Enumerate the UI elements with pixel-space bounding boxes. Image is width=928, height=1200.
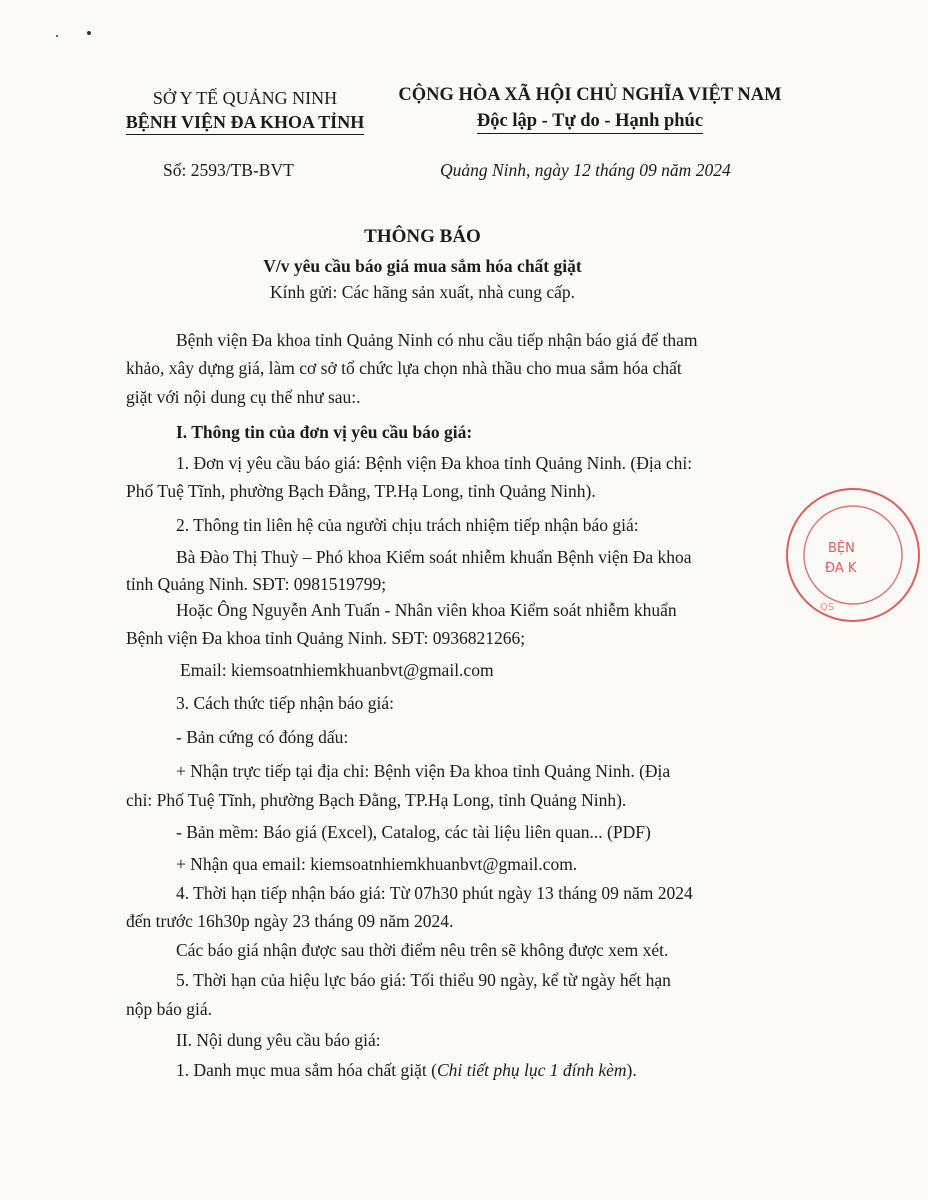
document-title: THÔNG BÁO [364,226,481,247]
document-number: Số: 2593/TB-BVT [163,160,294,180]
stamp-text-2: ĐA K [825,561,857,576]
contact-2-line-1: Hoặc Ông Nguyễn Anh Tuấn - Nhân viên khoa Kiểm soát nhiễm khuẩn [176,600,677,620]
email-receive-line: + Nhận qua email: kiemsoatnhiemkhuanbvt@gmail.com. [176,854,578,874]
stamp-text-3: QS [820,602,835,613]
item-ii-1-note: Chi tiết phụ lục 1 đính kèm [436,1060,627,1080]
stamp-text-1: BỆN [828,541,855,556]
item-4-line-2: đến trước 16h30p ngày 23 tháng 09 năm 2024. [126,911,454,931]
document-date: Quảng Ninh, ngày 12 tháng 09 năm 2024 [440,160,731,180]
item-ii-1 [176,1060,637,1081]
contact-email: Email: kiemsoatnhiemkhuanbvt@gmail.com [180,660,494,680]
item-4-line-1: 4. Thời hạn tiếp nhận báo giá: Từ 07h30 phút ngày 13 tháng 09 năm 2024 [176,883,693,903]
country-name: CỘNG HÒA XÃ HỘI CHỦ NGHĨA VIỆT NAM [398,85,782,105]
hardcopy-heading: - Bản cứng có đóng dấu: [176,727,349,747]
section-1-heading: I. Thông tin của đơn vị yêu cầu báo giá: [176,422,473,442]
item-1-line-1: 1. Đơn vị yêu cầu báo giá: Bệnh viện Đa khoa tỉnh Quảng Ninh. (Địa chỉ: [176,453,693,473]
intro-line-3: giặt với nội dung cụ thể như sau:. [126,387,361,407]
late-quote-notice: Các báo giá nhận được sau thời điểm nêu trên sẽ không được xem xét. [176,940,669,960]
intro-line-1: Bệnh viện Đa khoa tỉnh Quảng Ninh có nhu cầu tiếp nhận báo giá để tham [176,330,698,350]
issuer-parent-org: SỞ Y TẾ QUẢNG NINH [152,88,338,108]
contact-2-line-2: Bệnh viện Đa khoa tỉnh Quảng Ninh. SĐT: 0936821266; [126,628,526,648]
hardcopy-line-2: chỉ: Phố Tuệ Tĩnh, phường Bạch Đằng, TP.Hạ Long, tỉnh Quảng Ninh). [126,790,627,810]
contact-1-line-1: Bà Đào Thị Thuỳ – Phó khoa Kiểm soát nhiễm khuẩn Bệnh viện Đa khoa [176,547,692,567]
softcopy-line: - Bản mềm: Báo giá (Excel), Catalog, các tài liệu liên quan... (PDF) [176,822,651,842]
scan-speck [56,35,58,37]
addressee: Kính gửi: Các hãng sản xuất, nhà cung cấp. [270,282,575,302]
item-1-line-2: Phố Tuệ Tĩnh, phường Bạch Đằng, TP.Hạ Long, tỉnh Quảng Ninh). [126,481,596,501]
national-motto-block [390,82,790,134]
document-subject: V/v yêu cầu báo giá mua sắm hóa chất giặt [263,256,582,276]
section-2-heading: II. Nội dung yêu cầu báo giá: [176,1030,381,1050]
issuer-org: BỆNH VIỆN ĐA KHOA TỈNH [126,111,364,135]
issuer-block [100,86,390,135]
red-seal-stamp [778,480,928,630]
scan-speck [87,31,91,35]
item-ii-1-suffix: ). [626,1060,637,1080]
motto: Độc lập - Tự do - Hạnh phúc [477,110,703,134]
intro-line-2: khảo, xây dựng giá, làm cơ sở tổ chức lựa chọn nhà thầu cho mua sắm hóa chất [126,358,682,378]
hardcopy-line-1: + Nhận trực tiếp tại địa chỉ: Bệnh viện Đa khoa tỉnh Quảng Ninh. (Địa [176,761,671,781]
item-2-heading: 2. Thông tin liên hệ của người chịu trách nhiệm tiếp nhận báo giá: [176,515,639,535]
contact-1-line-2: tỉnh Quảng Ninh. SĐT: 0981519799; [126,574,387,594]
item-ii-1-text: 1. Danh mục mua sắm hóa chất giặt ( [176,1060,437,1080]
item-3-heading: 3. Cách thức tiếp nhận báo giá: [176,693,394,713]
item-5-line-1: 5. Thời hạn của hiệu lực báo giá: Tối thiểu 90 ngày, kể từ ngày hết hạn [176,970,671,990]
item-5-line-2: nộp báo giá. [126,999,213,1019]
